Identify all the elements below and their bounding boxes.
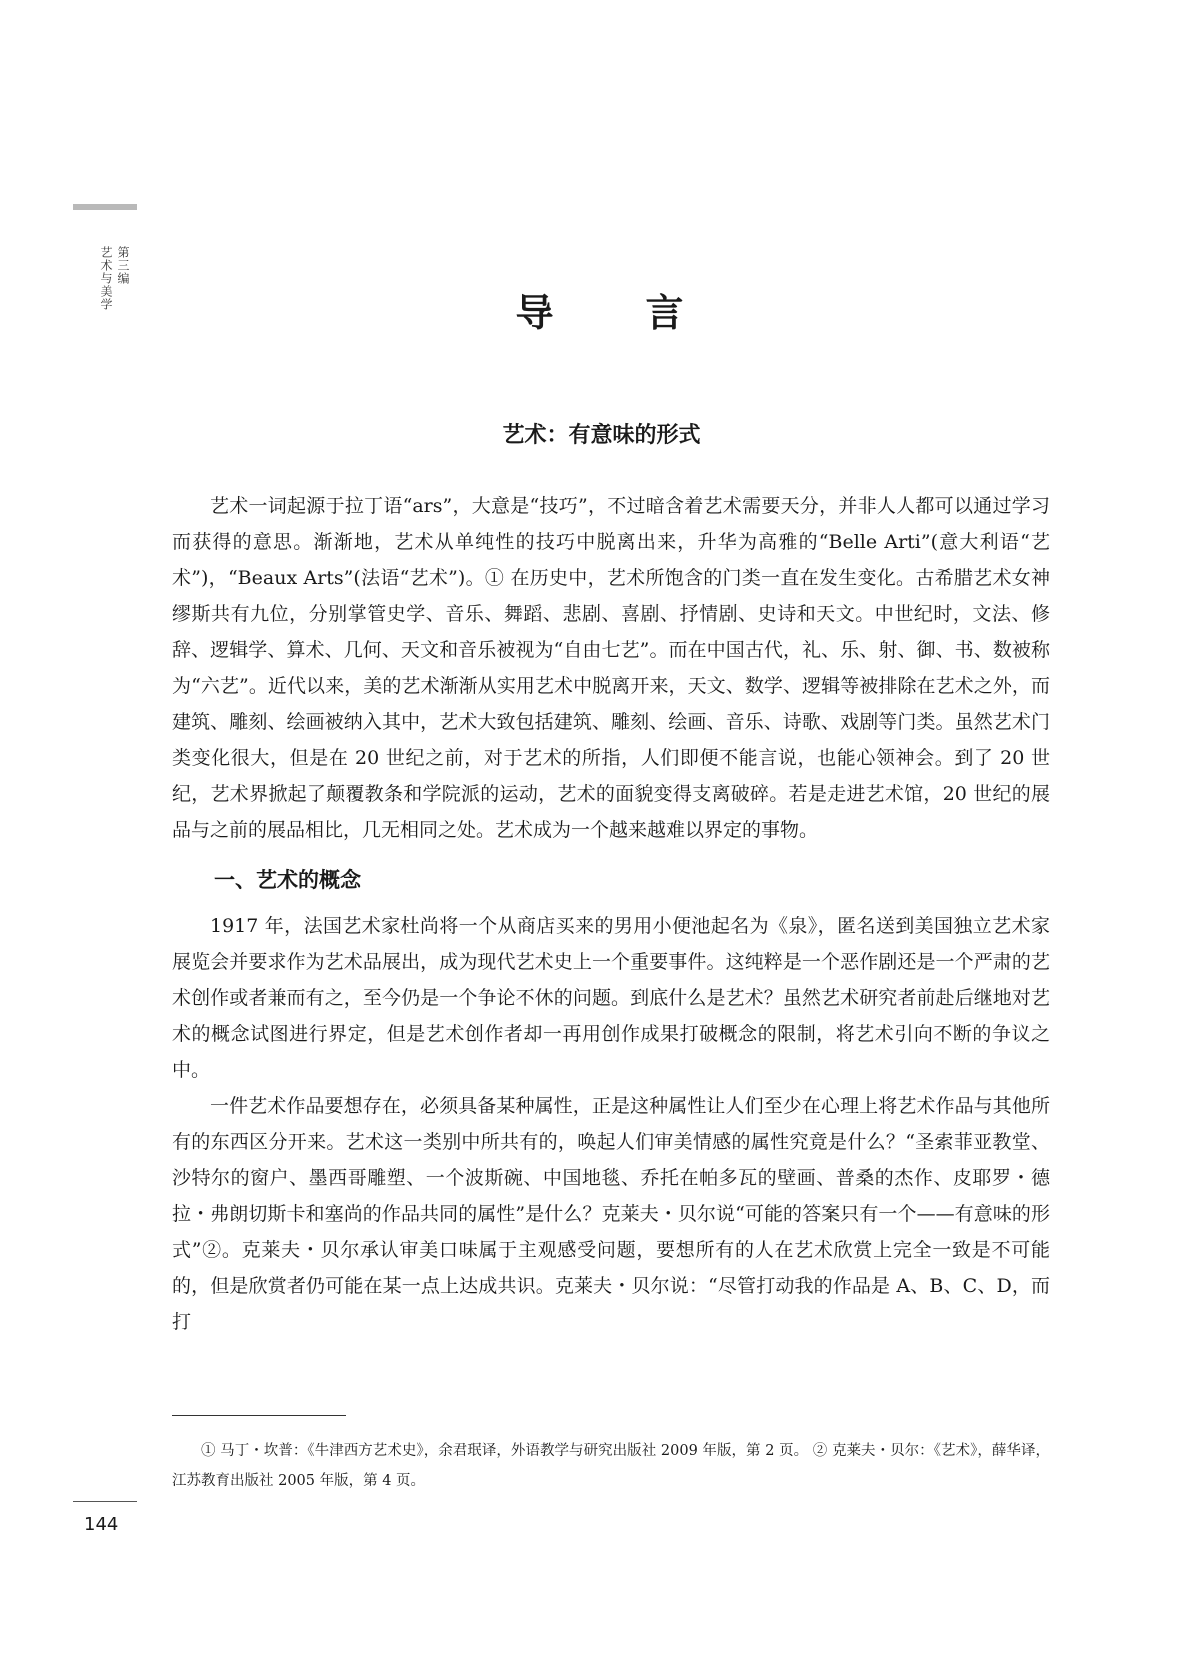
section-heading: 一、艺术的概念 [214, 868, 361, 892]
part-label: 第三编 [116, 246, 130, 285]
section-label: 艺术与美学 [99, 246, 113, 311]
paragraph-3: 一件艺术作品要想存在，必须具备某种属性，正是这种属性让人们至少在心理上将艺术作品与其他所有的东西区分开来。艺术这一类别中所共有的，唤起人们审美情感的属性究竟是什么？“圣索菲亚教堂、沙特尔的窗户、墨西哥雕塑、一个波斯碗、中国地毯、乔托在帕多瓦的壁画、普桑的杰作、皮耶罗・德拉・弗朗切斯卡和塞尚的作品共同的属性”是什么？克莱夫・贝尔说“可能的答案只有一个——有意味的形式”②。克莱夫・贝尔承认审美口味属于主观感受问题，要想所有的人在艺术欣赏上完全一致是不可能的，但是欣赏者仍可能在某一点上达成共识。克莱夫・贝尔说：“尽管打动我的作品是 A、B、C、D，而打 [172, 1095, 1050, 1333]
title-char-1: 导 [515, 291, 558, 335]
title-char-2: 言 [645, 291, 688, 335]
footnotes: ① 马丁・坎普：《牛津西方艺术史》，余君珉译，外语教学与研究出版社 2009 年版，第 2 页。 ② 克莱夫・贝尔：《艺术》，薛华译，江苏教育出版社 2005 年版，第 4 页。 [172, 1443, 1050, 1489]
paragraph-1: 艺术一词起源于拉丁语“ars”，大意是“技巧”，不过暗含着艺术需要天分，并非人人都可以通过学习而获得的意思。渐渐地，艺术从单纯性的技巧中脱离出来，升华为高雅的“Belle Arti”(意大利语“艺术”)，“Beaux Arts”(法语“艺术”)。① 在历史中，艺术所饱含的门类一直在发生变化。古希腊艺术女神缪斯共有九位，分别掌管史学、音乐、舞蹈、悲剧、喜剧、抒情剧、史诗和天文。中世纪时，文法、修辞、逻辑学、算术、几何、天文和音乐被视为“自由七艺”。而在中国古代，礼、乐、射、御、书、数被称为“六艺”。近代以来，美的艺术渐渐从实用艺术中脱离开来，天文、数学、逻辑等被排除在艺术之外，而建筑、雕刻、绘画被纳入其中，艺术大致包括建筑、雕刻、绘画、音乐、诗歌、戏剧等门类。虽然艺术门类变化很大，但是在 20 世纪之前，对于艺术的所指，人们即便不能言说，也能心领神会。到了 20 世纪，艺术界掀起了颠覆教条和学院派的运动，艺术的面貌变得支离破碎。若是走进艺术馆，20 世纪的展品与之前的展品相比，几无相同之处。艺术成为一个越来越难以界定的事物。 [172, 495, 1050, 841]
footnote-rule [172, 1415, 346, 1416]
page-number: 144 [84, 1514, 119, 1535]
chapter-subtitle: 艺术：有意味的形式 [502, 423, 701, 448]
chapter-title [0, 282, 1203, 337]
side-rule [73, 204, 137, 210]
page-number-rule [73, 1501, 137, 1502]
body-text [172, 488, 1050, 1340]
paragraph-2: 1917 年，法国艺术家杜尚将一个从商店买来的男用小便池起名为《泉》，匿名送到美国独立艺术家展览会并要求作为艺术品展出，成为现代艺术史上一个重要事件。这纯粹是一个恶作剧还是一个严肃的艺术创作或者兼而有之，至今仍是一个争论不休的问题。到底什么是艺术？虽然艺术研究者前赴后继地对艺术的概念试图进行界定，但是艺术创作者却一再用创作成果打破概念的限制，将艺术引向不断的争议之中。 [172, 915, 1050, 1081]
